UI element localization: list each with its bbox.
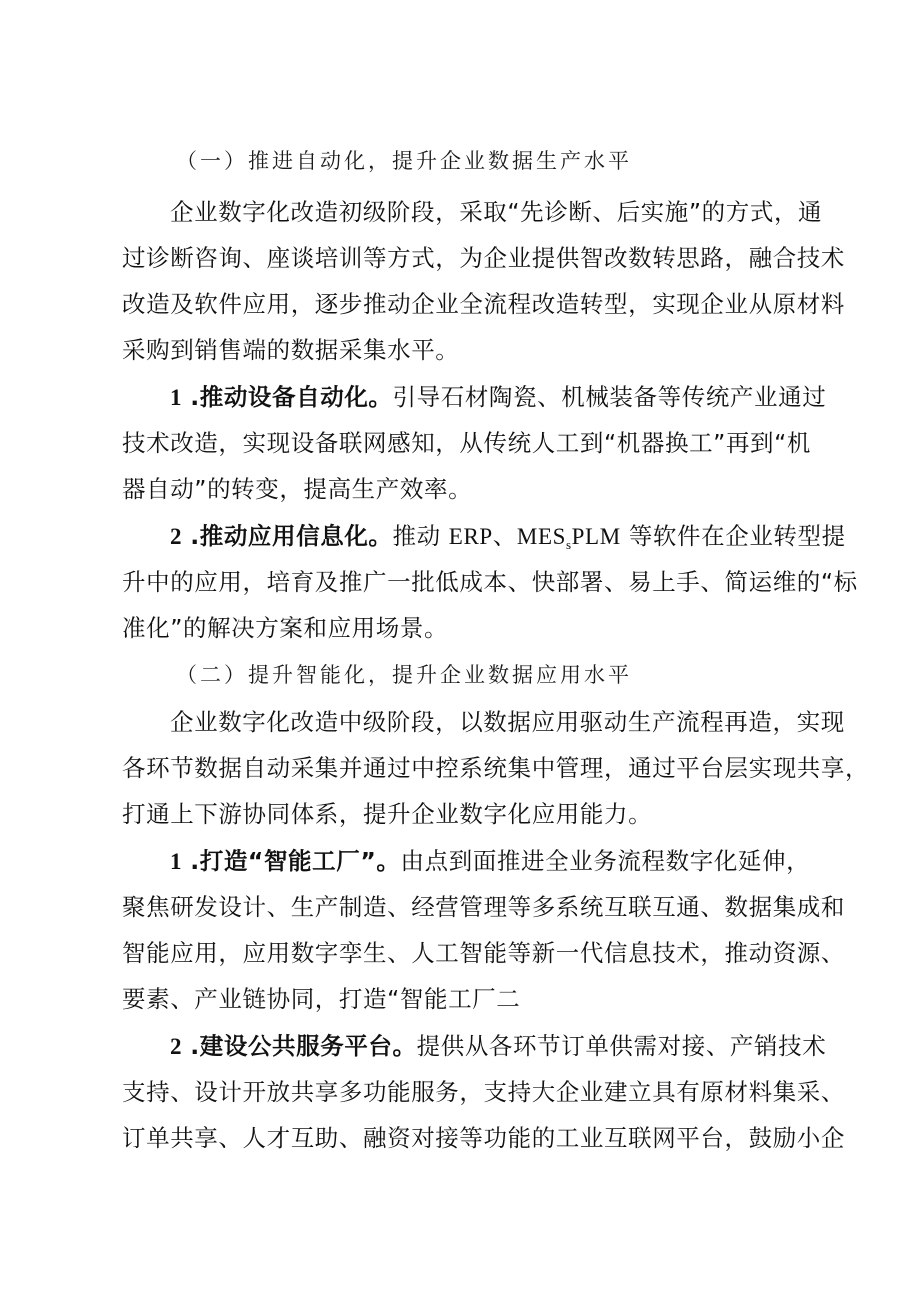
paragraph-line: 企业数字化改造初级阶段，采取“先诊断、后实施”的方式，通 bbox=[170, 198, 823, 226]
paragraph-line: 各环节数据自动采集并通过中控系统集中管理，通过平台层实现共享， bbox=[122, 754, 870, 782]
paragraph-line: 支持、设计开放共享多功能服务，支持大企业建立具有原材料集采、 bbox=[122, 1078, 845, 1106]
item-text: 引导石材陶瓷、机械装备等传统产业通过 bbox=[392, 383, 827, 411]
paragraph-line: 订单共享、人才互助、融资对接等功能的工业互联网平台，鼓励小企 bbox=[122, 1124, 845, 1152]
paragraph-line: 准化”的解决方案和应用场景。 bbox=[122, 614, 449, 642]
paragraph-line: 升中的应用，培育及推广一批低成本、快部署、易上手、简运维的“标 bbox=[122, 568, 858, 596]
item-number: 1 bbox=[170, 385, 183, 410]
paragraph-line: 改造及软件应用，逐步推动企业全流程改造转型，实现企业从原材料 bbox=[122, 290, 845, 318]
plm-term: PLM bbox=[571, 524, 621, 549]
item-title: .建设公共服务平台。 bbox=[190, 1032, 417, 1060]
item-text: 推动 bbox=[392, 522, 449, 550]
item-number: 2 bbox=[170, 524, 183, 549]
mes-term: MES bbox=[516, 524, 566, 549]
paragraph-line: 打通上下游协同体系，提升企业数字化应用能力。 bbox=[122, 800, 653, 828]
item-title: .打造“智能工厂”。 bbox=[190, 847, 401, 875]
item-title: .推动设备自动化。 bbox=[190, 383, 393, 411]
subscript-mark: s bbox=[565, 537, 572, 552]
paragraph-line: 要素、产业链协同，打造“智能工厂二 bbox=[122, 985, 521, 1013]
item-number: 2 bbox=[170, 1034, 183, 1059]
paragraph-line: 智能应用，应用数字孪生、人工智能等新一代信息技术，推动资源、 bbox=[122, 939, 845, 967]
list-item-2-first-line bbox=[170, 520, 846, 561]
list-item-1-first-line bbox=[170, 845, 810, 878]
list-item-2-first-line bbox=[170, 1030, 826, 1063]
paragraph-line: 技术改造，实现设备联网感知，从传统人工到“机器换工”再到“机 bbox=[122, 429, 812, 457]
paragraph-line: 器自动”的转变，提高生产效率。 bbox=[122, 475, 473, 503]
item-text: 由点到面推进全业务流程数字化延伸， bbox=[400, 847, 811, 875]
paragraph-line: 企业数字化改造中级阶段，以数据应用驱动生产流程再造，实现 bbox=[170, 708, 845, 736]
list-item-1-first-line bbox=[170, 381, 826, 414]
section-heading-1: （一）推进自动化，提升企业数据生产水平 bbox=[176, 149, 632, 173]
erp-term: ERP bbox=[448, 524, 493, 549]
item-text: 提供从各环节订单供需对接、产销技术 bbox=[416, 1032, 827, 1060]
section-heading-2: （二）提升智能化，提升企业数据应用水平 bbox=[176, 663, 632, 687]
paragraph-line: 过诊断咨询、座谈培训等方式，为企业提供智改数转思路，融合技术 bbox=[122, 244, 845, 272]
item-text: 等软件在企业转型提 bbox=[620, 522, 846, 550]
separator: 、 bbox=[492, 522, 517, 550]
item-title: .推动应用信息化。 bbox=[190, 522, 393, 550]
paragraph-line: 采购到销售端的数据采集水平。 bbox=[122, 336, 460, 364]
item-number: 1 bbox=[170, 849, 183, 874]
paragraph-line: 聚焦研发设计、生产制造、经营管理等多系统互联互通、数据集成和 bbox=[122, 893, 845, 921]
